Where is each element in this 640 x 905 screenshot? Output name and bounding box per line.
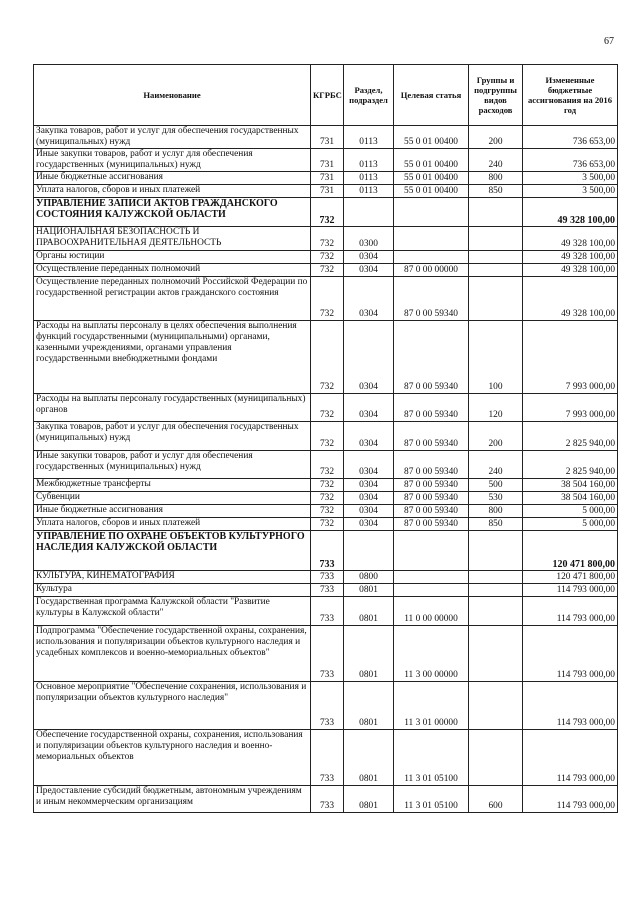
cell-name: Обеспечение государственной охраны, сохранения, использования и популяризации объектов культурного наследия и военно-мемориальных объектов [34, 730, 311, 786]
cell-amount: 49 328 100,00 [523, 227, 618, 251]
cell-name: Расходы на выплаты персоналу государственных (муниципальных) органов [34, 394, 311, 422]
cell-kgrbs: 733 [311, 571, 344, 584]
cell-amount: 114 793 000,00 [523, 626, 618, 682]
cell-amount: 2 825 940,00 [523, 451, 618, 479]
cell-name: Иные закупки товаров, работ и услуг для обеспечения государственных (муниципальных) нужд [34, 451, 311, 479]
table-row [34, 518, 618, 531]
cell-kgrbs: 732 [311, 422, 344, 451]
cell-name: НАЦИОНАЛЬНАЯ БЕЗОПАСНОСТЬ И ПРАВООХРАНИТЕЛЬНАЯ ДЕЯТЕЛЬНОСТЬ [34, 227, 311, 251]
table-row [34, 198, 618, 227]
cell-section: 0801 [344, 682, 394, 730]
cell-kgrbs: 731 [311, 126, 344, 149]
table-row [34, 479, 618, 492]
cell-name: Межбюджетные трансферты [34, 479, 311, 492]
cell-section: 0304 [344, 422, 394, 451]
cell-expense-group: 120 [469, 394, 523, 422]
cell-name: Закупка товаров, работ и услуг для обеспечения государственных (муниципальных) нужд [34, 126, 311, 149]
cell-name: Закупка товаров, работ и услуг для обеспечения государственных (муниципальных) нужд [34, 422, 311, 451]
cell-section: 0304 [344, 251, 394, 264]
header-name: Наименование [34, 65, 311, 126]
cell-target: 87 0 00 59340 [394, 277, 469, 321]
cell-target: 55 0 01 00400 [394, 126, 469, 149]
cell-expense-group [469, 264, 523, 277]
table-row [34, 786, 618, 813]
cell-kgrbs: 731 [311, 149, 344, 172]
cell-section: 0113 [344, 126, 394, 149]
cell-kgrbs: 732 [311, 394, 344, 422]
page-number: 67 [604, 36, 614, 47]
cell-expense-group [469, 682, 523, 730]
cell-kgrbs: 733 [311, 682, 344, 730]
cell-expense-group: 850 [469, 185, 523, 198]
cell-section: 0304 [344, 394, 394, 422]
table-row [34, 626, 618, 682]
cell-amount: 38 504 160,00 [523, 492, 618, 505]
cell-amount: 120 471 800,00 [523, 571, 618, 584]
cell-target: 11 3 01 05100 [394, 730, 469, 786]
table-row [34, 264, 618, 277]
cell-expense-group [469, 251, 523, 264]
cell-name: Субвенции [34, 492, 311, 505]
cell-expense-group [469, 584, 523, 597]
cell-target: 87 0 00 59340 [394, 451, 469, 479]
cell-section: 0304 [344, 321, 394, 394]
table-row [34, 172, 618, 185]
cell-expense-group: 600 [469, 786, 523, 813]
cell-expense-group [469, 227, 523, 251]
cell-amount: 3 500,00 [523, 185, 618, 198]
cell-target: 87 0 00 59340 [394, 321, 469, 394]
cell-target: 87 0 00 59340 [394, 422, 469, 451]
cell-expense-group: 200 [469, 126, 523, 149]
table-row [34, 451, 618, 479]
cell-target [394, 227, 469, 251]
cell-section: 0304 [344, 518, 394, 531]
header-groups: Группы и подгруппы видов расходов [469, 65, 523, 126]
cell-amount: 2 825 940,00 [523, 422, 618, 451]
cell-kgrbs: 733 [311, 626, 344, 682]
cell-name: Иные закупки товаров, работ и услуг для обеспечения государственных (муниципальных) нужд [34, 149, 311, 172]
cell-amount: 7 993 000,00 [523, 321, 618, 394]
cell-kgrbs: 731 [311, 185, 344, 198]
cell-expense-group [469, 198, 523, 227]
table-row [34, 730, 618, 786]
budget-table [33, 64, 618, 813]
header-kgrbs: КГРБС [311, 65, 344, 126]
cell-section: 0113 [344, 172, 394, 185]
cell-target [394, 198, 469, 227]
cell-target [394, 251, 469, 264]
table-row [34, 422, 618, 451]
table-row [34, 492, 618, 505]
cell-name: Основное мероприятие "Обеспечение сохранения, использования и популяризации объектов культурного наследия" [34, 682, 311, 730]
header-target: Целевая статья [394, 65, 469, 126]
cell-target: 87 0 00 00000 [394, 264, 469, 277]
cell-expense-group: 800 [469, 505, 523, 518]
cell-expense-group: 800 [469, 172, 523, 185]
cell-expense-group [469, 626, 523, 682]
cell-section: 0801 [344, 597, 394, 626]
cell-target: 55 0 01 00400 [394, 185, 469, 198]
cell-target: 55 0 01 00400 [394, 172, 469, 185]
cell-target: 87 0 00 59340 [394, 492, 469, 505]
cell-target [394, 571, 469, 584]
cell-target: 11 3 00 00000 [394, 626, 469, 682]
cell-expense-group [469, 571, 523, 584]
table-row [34, 227, 618, 251]
cell-expense-group: 240 [469, 149, 523, 172]
cell-name: Государственная программа Калужской области "Развитие культуры в Калужской области" [34, 597, 311, 626]
cell-section: 0304 [344, 264, 394, 277]
cell-name: УПРАВЛЕНИЕ ЗАПИСИ АКТОВ ГРАЖДАНСКОГО СОСТОЯНИЯ КАЛУЖСКОЙ ОБЛАСТИ [34, 198, 311, 227]
table-row [34, 277, 618, 321]
cell-amount: 3 500,00 [523, 172, 618, 185]
cell-kgrbs: 732 [311, 251, 344, 264]
cell-section [344, 531, 394, 571]
table-row [34, 584, 618, 597]
cell-expense-group [469, 597, 523, 626]
header-amount: Измененные бюджетные ассигнования на 2016 год [523, 65, 618, 126]
header-section: Раздел, подраздел [344, 65, 394, 126]
cell-target: 87 0 00 59340 [394, 479, 469, 492]
cell-section: 0113 [344, 185, 394, 198]
table-row [34, 505, 618, 518]
table-row [34, 251, 618, 264]
cell-target [394, 531, 469, 571]
cell-expense-group [469, 277, 523, 321]
table-row [34, 321, 618, 394]
cell-amount: 114 793 000,00 [523, 786, 618, 813]
cell-name: Иные бюджетные ассигнования [34, 505, 311, 518]
cell-section [344, 198, 394, 227]
cell-name: Уплата налогов, сборов и иных платежей [34, 185, 311, 198]
cell-kgrbs: 733 [311, 786, 344, 813]
cell-name: Расходы на выплаты персоналу в целях обеспечения выполнения функций государственными (муниципальными) органами, казенными учреждениями, органами управления государственными внебюджетными фондами [34, 321, 311, 394]
cell-section: 0113 [344, 149, 394, 172]
cell-kgrbs: 732 [311, 479, 344, 492]
cell-name: Культура [34, 584, 311, 597]
cell-name: Осуществление переданных полномочий Российской Федерации по государственной регистрации актов гражданского состояния [34, 277, 311, 321]
cell-expense-group [469, 531, 523, 571]
cell-target [394, 584, 469, 597]
cell-amount: 114 793 000,00 [523, 584, 618, 597]
cell-expense-group [469, 730, 523, 786]
cell-amount: 49 328 100,00 [523, 251, 618, 264]
cell-kgrbs: 732 [311, 492, 344, 505]
cell-kgrbs: 732 [311, 321, 344, 394]
cell-target: 87 0 00 59340 [394, 518, 469, 531]
cell-target: 11 3 01 05100 [394, 786, 469, 813]
cell-expense-group: 850 [469, 518, 523, 531]
cell-expense-group: 100 [469, 321, 523, 394]
cell-name: Иные бюджетные ассигнования [34, 172, 311, 185]
cell-target: 87 0 00 59340 [394, 394, 469, 422]
cell-kgrbs: 732 [311, 505, 344, 518]
cell-target: 87 0 00 59340 [394, 505, 469, 518]
cell-name: КУЛЬТУРА, КИНЕМАТОГРАФИЯ [34, 571, 311, 584]
table-row [34, 597, 618, 626]
cell-expense-group: 240 [469, 451, 523, 479]
cell-kgrbs: 732 [311, 518, 344, 531]
cell-amount: 5 000,00 [523, 505, 618, 518]
cell-name: Предоставление субсидий бюджетным, автономным учреждениям и иным некоммерческим организациям [34, 786, 311, 813]
cell-section: 0801 [344, 584, 394, 597]
cell-section: 0304 [344, 451, 394, 479]
cell-amount: 114 793 000,00 [523, 682, 618, 730]
cell-section: 0304 [344, 479, 394, 492]
cell-kgrbs: 733 [311, 531, 344, 571]
cell-amount: 120 471 800,00 [523, 531, 618, 571]
table-row [34, 185, 618, 198]
cell-name: УПРАВЛЕНИЕ ПО ОХРАНЕ ОБЪЕКТОВ КУЛЬТУРНОГО НАСЛЕДИЯ КАЛУЖСКОЙ ОБЛАСТИ [34, 531, 311, 571]
cell-section: 0304 [344, 277, 394, 321]
cell-amount: 49 328 100,00 [523, 277, 618, 321]
cell-amount: 736 653,00 [523, 126, 618, 149]
table-row [34, 126, 618, 149]
cell-kgrbs: 733 [311, 597, 344, 626]
cell-name: Подпрограмма "Обеспечение государственной охраны, сохранения, использования и популяризации объектов культурного наследия и усадебных комплексов и военно-мемориальных объектов" [34, 626, 311, 682]
table-row [34, 682, 618, 730]
cell-expense-group: 500 [469, 479, 523, 492]
cell-name: Уплата налогов, сборов и иных платежей [34, 518, 311, 531]
table-row [34, 149, 618, 172]
cell-amount: 49 328 100,00 [523, 264, 618, 277]
cell-amount: 7 993 000,00 [523, 394, 618, 422]
cell-kgrbs: 732 [311, 198, 344, 227]
cell-section: 0801 [344, 786, 394, 813]
cell-kgrbs: 732 [311, 451, 344, 479]
cell-section: 0300 [344, 227, 394, 251]
cell-section: 0304 [344, 505, 394, 518]
table-header-row [34, 65, 618, 126]
cell-kgrbs: 732 [311, 227, 344, 251]
cell-target: 55 0 01 00400 [394, 149, 469, 172]
cell-name: Осуществление переданных полномочий [34, 264, 311, 277]
cell-kgrbs: 732 [311, 264, 344, 277]
cell-amount: 736 653,00 [523, 149, 618, 172]
table-row [34, 394, 618, 422]
table-row [34, 531, 618, 571]
cell-amount: 38 504 160,00 [523, 479, 618, 492]
cell-name: Органы юстиции [34, 251, 311, 264]
cell-kgrbs: 732 [311, 277, 344, 321]
cell-kgrbs: 733 [311, 584, 344, 597]
table-row [34, 571, 618, 584]
cell-kgrbs: 731 [311, 172, 344, 185]
cell-section: 0801 [344, 730, 394, 786]
cell-section: 0304 [344, 492, 394, 505]
cell-target: 11 0 00 00000 [394, 597, 469, 626]
cell-amount: 114 793 000,00 [523, 597, 618, 626]
cell-target: 11 3 01 00000 [394, 682, 469, 730]
cell-expense-group: 200 [469, 422, 523, 451]
cell-kgrbs: 733 [311, 730, 344, 786]
cell-expense-group: 530 [469, 492, 523, 505]
cell-amount: 5 000,00 [523, 518, 618, 531]
cell-amount: 49 328 100,00 [523, 198, 618, 227]
cell-amount: 114 793 000,00 [523, 730, 618, 786]
cell-section: 0801 [344, 626, 394, 682]
cell-section: 0800 [344, 571, 394, 584]
